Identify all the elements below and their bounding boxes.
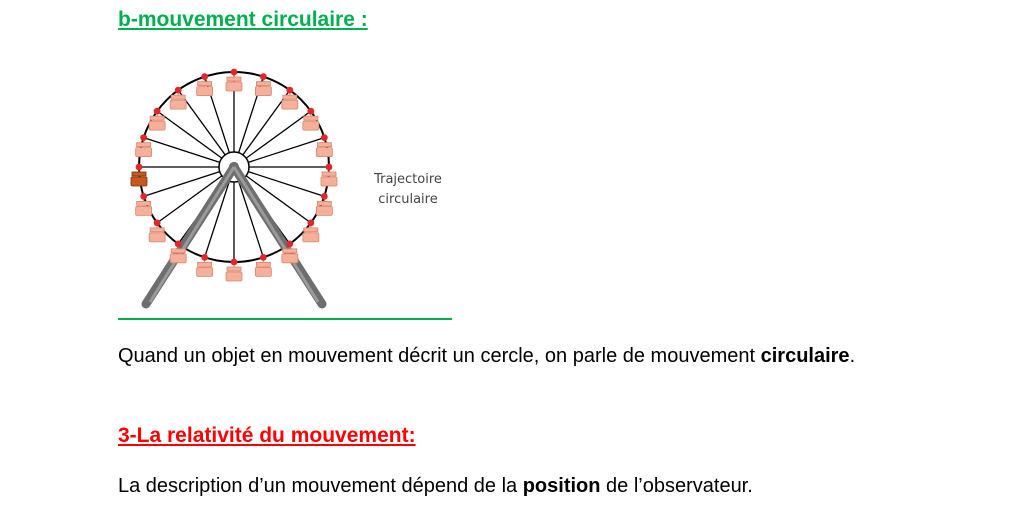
cabin-body [226, 82, 242, 91]
rim-dot [201, 254, 208, 261]
para1-text-b: . [849, 345, 856, 367]
cabin-roof [304, 116, 318, 120]
cabin-roof [317, 143, 331, 147]
rim-dot [175, 240, 182, 247]
para1-bold: circulaire [760, 345, 850, 367]
cabin-roof [171, 95, 185, 99]
cabin-body [321, 177, 337, 186]
rim-dot [260, 73, 267, 80]
rim-dot [286, 87, 293, 94]
rim-dot [231, 69, 238, 76]
rim-dot [201, 73, 208, 80]
cabin-roof [198, 262, 212, 266]
rim-dot [140, 193, 147, 200]
rim-dot [321, 134, 328, 141]
rim-dot [231, 259, 238, 266]
rim-dot [260, 254, 267, 261]
cabin-body [149, 121, 165, 130]
cabin-body [136, 148, 152, 157]
rim-dot [140, 134, 147, 141]
para2-text-a: La description d’un mouvement dépend de la [118, 475, 523, 497]
rim-dot [307, 219, 314, 226]
section-3-heading: 3-La relativité du mouvement: [118, 424, 416, 447]
cabin-body [255, 267, 271, 276]
trajectory-label-line1: Trajectoire [374, 172, 442, 187]
rim-dot [154, 108, 161, 115]
cabin-body [226, 272, 242, 281]
rim-dot [326, 164, 333, 171]
cabin-roof [227, 267, 241, 271]
rim-dot [136, 164, 143, 171]
para1-text-a: Quand un objet en mouvement décrit un cercle, on parle de mouvement [118, 345, 761, 367]
cabin-roof [171, 249, 185, 253]
rim-dot [154, 219, 161, 226]
cabin-body [170, 100, 186, 109]
cabin-body [197, 87, 213, 96]
cabin-body [303, 233, 319, 242]
cabin-roof [132, 172, 146, 176]
cabin-body [197, 267, 213, 276]
cabin-roof [283, 249, 297, 253]
cabin-body [255, 87, 271, 96]
cabin-roof [227, 77, 241, 81]
rim-dot [286, 240, 293, 247]
cabin-roof [150, 228, 164, 232]
cabin-roof [137, 201, 151, 205]
cabin-body [136, 206, 152, 215]
trajectory-label [360, 170, 456, 210]
rim-dot [175, 87, 182, 94]
green-divider [118, 318, 452, 320]
rim-dot [321, 193, 328, 200]
cabin-body [282, 254, 298, 263]
cabin-roof [137, 143, 151, 147]
cabin-body [316, 206, 332, 215]
paragraph-circular-motion [118, 341, 918, 371]
cabin-body [131, 177, 147, 186]
cabin-roof [150, 116, 164, 120]
cabin-body [170, 254, 186, 263]
para2-bold: position [522, 475, 601, 497]
para2-text-b: de l’observateur. [600, 475, 753, 497]
cabin-roof [283, 95, 297, 99]
cabin-body [282, 100, 298, 109]
cabin-roof [198, 82, 212, 86]
cabin-body [316, 148, 332, 157]
cabin-roof [256, 262, 270, 266]
cabin-roof [317, 201, 331, 205]
cabin-body [149, 233, 165, 242]
cabin-roof [322, 172, 336, 176]
cabin-roof [256, 82, 270, 86]
trajectory-label-line2: circulaire [378, 192, 438, 207]
paragraph-relativity [118, 471, 1018, 501]
section-b-heading: b-mouvement circulaire : [118, 8, 368, 31]
cabin-roof [304, 228, 318, 232]
rim-dot [307, 108, 314, 115]
cabin-body [303, 121, 319, 130]
